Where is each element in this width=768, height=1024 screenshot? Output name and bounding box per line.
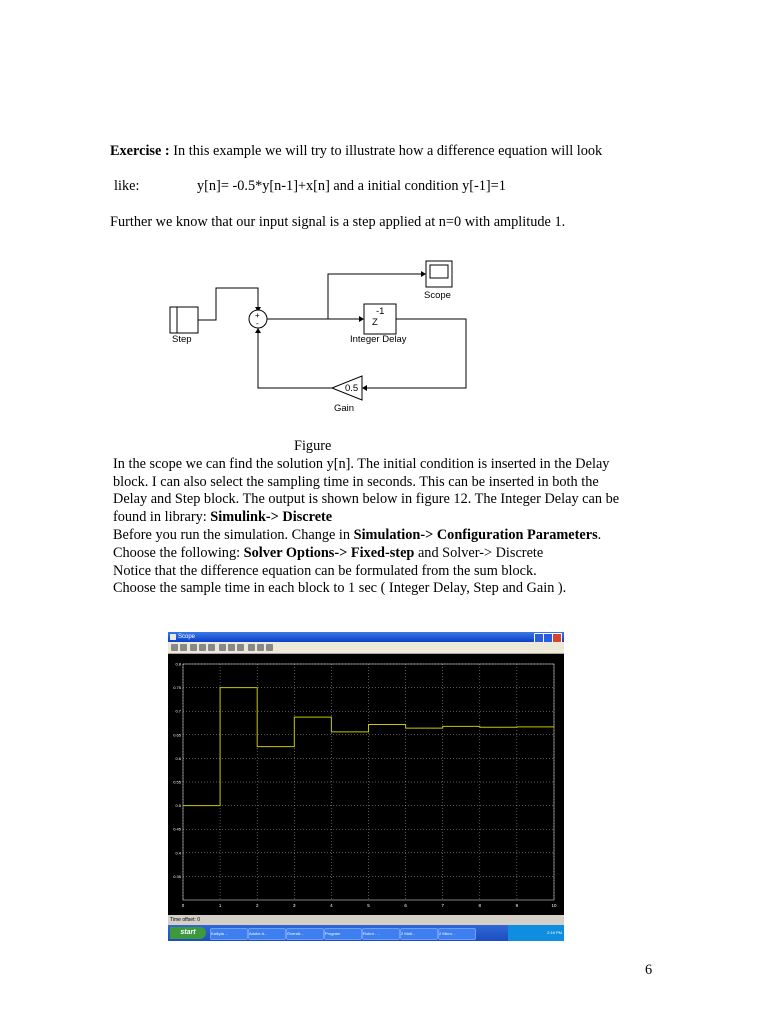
y-tick-label: 0.8 <box>175 661 181 667</box>
body-line-8: Choose the sample time in each block to 1 sec ( Integer Delay, Step and Gain ). <box>113 580 567 596</box>
body-line-7: Notice that the difference equation can be formulated from the sum block. <box>113 563 537 579</box>
y-tick-label: 0.45 <box>173 826 181 832</box>
body-line-6b: Solver Options-> Fixed-step <box>243 545 415 561</box>
y-tick-label: 0.4 <box>175 850 181 856</box>
body-line-1: In the scope we can find the solution y[n]. The initial condition is inserted in the Delay <box>113 456 610 472</box>
autoscale-icon[interactable] <box>219 644 226 651</box>
y-tick-label: 0.35 <box>173 873 181 879</box>
x-tick-label: 5 <box>367 903 370 908</box>
taskbar-task[interactable]: Program <box>324 928 362 940</box>
x-tick-label: 4 <box>330 903 333 908</box>
scope-titlebar <box>168 632 564 642</box>
x-tick-label: 1 <box>218 903 222 908</box>
taskbar-task[interactable]: 2 Matl... <box>400 928 438 940</box>
body-line-5a: Before you run the simulation. Change in <box>113 527 354 543</box>
y-tick-label: 0.6 <box>175 755 181 761</box>
system-tray <box>508 925 564 941</box>
gain-label: Gain <box>334 403 355 414</box>
body-line-5b: Simulation-> Configuration Parameters <box>353 527 598 543</box>
figure-caption: Figure <box>294 438 332 454</box>
y-tick-label: 0.7 <box>175 708 181 714</box>
y-tick-label: 0.65 <box>173 732 181 738</box>
body-line-2: block. I can also select the sampling time in seconds. This can be inserted in both the <box>113 474 599 490</box>
x-tick-label: 3 <box>293 903 296 908</box>
x-tick-label: 2 <box>255 903 259 908</box>
body-line-4a: found in library: <box>113 509 211 525</box>
delay-z: Z <box>372 317 378 328</box>
restore-axes-icon[interactable] <box>237 644 244 651</box>
x-tick-label: 9 <box>515 903 519 908</box>
page-number: 6 <box>645 962 653 978</box>
sum-plus: + <box>255 311 260 320</box>
scope-title: Scope <box>178 634 196 640</box>
x-tick-label: 10 <box>551 903 557 908</box>
sum-minus: - <box>256 319 259 328</box>
body-line-5c: . <box>597 527 602 543</box>
step-block <box>170 307 198 333</box>
scope-plot-area <box>168 654 564 925</box>
scope-app-icon <box>170 634 176 640</box>
signal-selection-icon[interactable] <box>266 644 273 651</box>
exercise-label: Exercise : <box>110 143 170 159</box>
exercise-line <box>110 142 602 160</box>
gain-value: 0.5 <box>345 383 359 394</box>
scope-label: Scope <box>424 290 451 301</box>
taskbar-task[interactable]: 2 Micro... <box>438 928 476 940</box>
body-line-4 <box>113 508 332 526</box>
body-line-3: Delay and Step block. The output is shown below in figure 12. The Integer Delay can be <box>113 491 620 507</box>
step-label: Step <box>172 334 192 345</box>
equation: y[n]= -0.5*y[n-1]+x[n] and a initial condition y[-1]=1 <box>197 178 506 194</box>
taskbar-task[interactable]: Adobe A... <box>248 928 286 940</box>
scope-toolbar <box>168 642 564 654</box>
x-tick-label: 7 <box>441 903 444 908</box>
body-line-4b: Simulink-> Discrete <box>210 509 333 525</box>
body-line-5 <box>113 526 601 544</box>
windows-taskbar <box>168 925 564 941</box>
y-tick-label: 0.55 <box>173 779 181 785</box>
body-line-6a: Choose the following: <box>113 545 244 561</box>
floating-scope-icon[interactable] <box>248 644 255 651</box>
time-offset-text: Time offset: 0 <box>170 917 201 923</box>
scope-plot <box>168 654 564 915</box>
taskbar-task[interactable]: Översik... <box>286 928 324 940</box>
lock-axes-icon[interactable] <box>257 644 264 651</box>
scope-window <box>168 632 564 941</box>
zoom-y-icon[interactable] <box>208 644 215 651</box>
integer-delay-label: Integer Delay <box>350 334 407 345</box>
y-tick-label: 0.75 <box>173 685 181 691</box>
parameters-icon[interactable] <box>180 644 187 651</box>
exercise-intro: In this example we will try to illustrate how a difference equation will look <box>169 143 603 159</box>
tray-clock: 2:16 PM <box>547 930 562 935</box>
x-tick-label: 8 <box>478 903 482 908</box>
x-tick-label: 0 <box>181 903 185 908</box>
body-line-6c: and Solver-> Discrete <box>414 545 544 561</box>
simulink-block-diagram <box>160 255 480 420</box>
taskbar-task[interactable]: Robot - ... <box>362 928 400 940</box>
delay-exponent: -1 <box>376 306 385 317</box>
zoom-x-icon[interactable] <box>199 644 206 651</box>
print-icon[interactable] <box>171 644 178 651</box>
save-axes-icon[interactable] <box>228 644 235 651</box>
x-tick-label: 6 <box>404 903 407 908</box>
further-text: Further we know that our input signal is a step applied at n=0 with amplitude 1. <box>110 214 566 230</box>
start-button[interactable]: start <box>170 927 206 939</box>
zoom-icon[interactable] <box>190 644 197 651</box>
body-line-6 <box>113 544 543 562</box>
scope-statusbar <box>168 915 564 925</box>
like-label: like: <box>114 178 140 194</box>
y-tick-label: 0.5 <box>175 803 181 809</box>
taskbar-task[interactable]: Kalkyla ... <box>210 928 248 940</box>
